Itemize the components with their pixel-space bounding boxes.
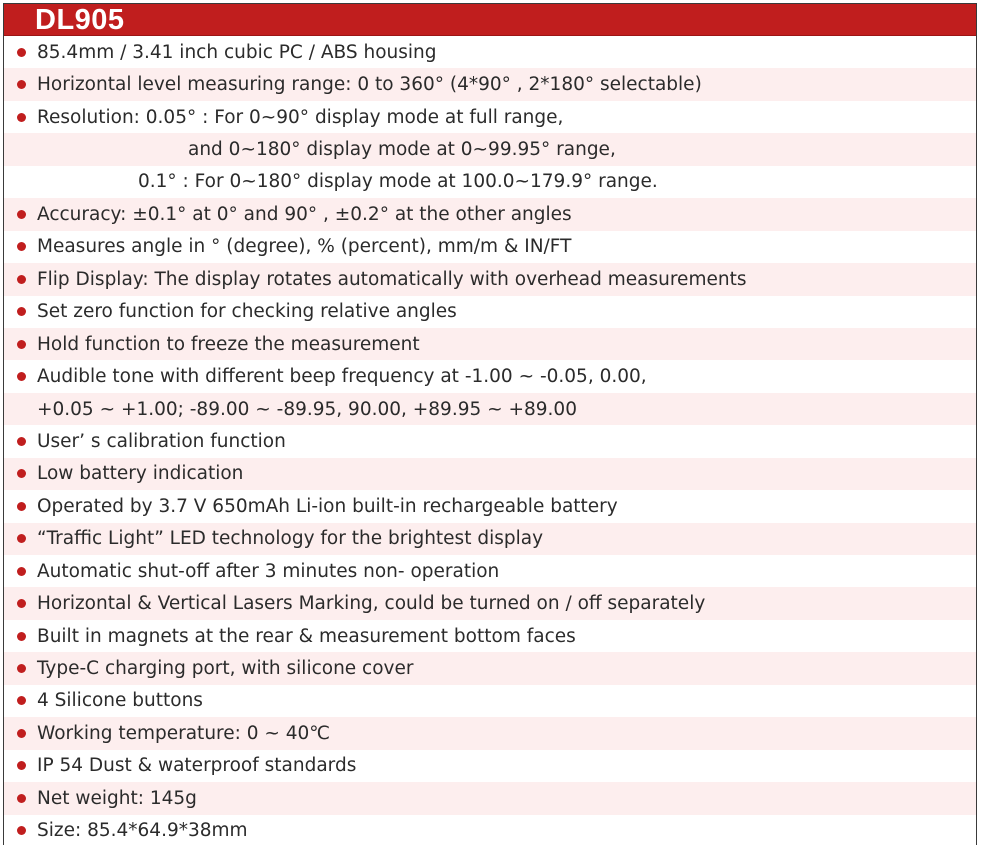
spec-row-magnets xyxy=(4,620,976,652)
spec-row-weight xyxy=(4,782,976,814)
bullet-icon xyxy=(17,696,26,705)
spec-row-resolution-cont-1 xyxy=(4,133,976,165)
spec-row-set-zero xyxy=(4,296,976,328)
spec-text: Resolution: 0.05° : For 0~90° display mode at full range, xyxy=(37,106,564,128)
bullet-icon xyxy=(17,502,26,511)
bullet-icon xyxy=(17,761,26,770)
spec-text: 4 Silicone buttons xyxy=(37,690,203,712)
spec-row-units xyxy=(4,231,976,263)
bullet-icon xyxy=(17,210,26,219)
spec-row-range xyxy=(4,68,976,100)
spec-text: and 0~180° display mode at 0~99.95° range, xyxy=(188,139,616,161)
spec-text: User’ s calibration function xyxy=(37,430,286,452)
bullet-icon xyxy=(17,469,26,478)
spec-text: Flip Display: The display rotates automatically with overhead measurements xyxy=(37,268,747,290)
spec-row-battery xyxy=(4,490,976,522)
spec-row-traffic-light xyxy=(4,523,976,555)
spec-text: Accuracy: ±0.1° at 0° and 90° , ±0.2° at the other angles xyxy=(37,203,572,225)
spec-row-lasers xyxy=(4,587,976,619)
bullet-icon xyxy=(17,340,26,349)
spec-text: Built in magnets at the rear & measurement bottom faces xyxy=(37,625,576,647)
header-bar xyxy=(4,4,976,36)
spec-row-auto-off xyxy=(4,555,976,587)
spec-row-accuracy xyxy=(4,198,976,230)
spec-row-temperature xyxy=(4,717,976,749)
bullet-icon xyxy=(17,599,26,608)
spec-row-housing xyxy=(4,36,976,68)
bullet-icon xyxy=(17,794,26,803)
spec-text: IP 54 Dust & waterproof standards xyxy=(37,755,357,777)
spec-text: “Traffic Light” LED technology for the brightest display xyxy=(37,528,544,550)
spec-row-buttons xyxy=(4,685,976,717)
spec-text: 85.4mm / 3.41 inch cubic PC / ABS housing xyxy=(37,41,437,63)
bullet-icon xyxy=(17,437,26,446)
bullet-icon xyxy=(17,307,26,316)
spec-sheet xyxy=(3,3,977,845)
spec-text: Working temperature: 0 ~ 40℃ xyxy=(37,722,331,744)
spec-row-calibration xyxy=(4,425,976,457)
product-title: DL905 xyxy=(35,3,125,36)
spec-text: Operated by 3.7 V 650mAh Li-ion built-in rechargeable battery xyxy=(37,495,618,517)
bullet-icon xyxy=(17,372,26,381)
spec-row-flip-display xyxy=(4,263,976,295)
spec-text: Hold function to freeze the measurement xyxy=(37,333,420,355)
spec-row-hold xyxy=(4,328,976,360)
spec-list xyxy=(4,36,976,847)
bullet-icon xyxy=(17,632,26,641)
spec-text: Set zero function for checking relative angles xyxy=(37,301,457,323)
spec-text: Audible tone with different beep frequency at -1.00 ~ -0.05, 0.00, xyxy=(37,366,647,388)
spec-text: Type-C charging port, with silicone cover xyxy=(37,658,414,680)
spec-text: Net weight: 145g xyxy=(37,787,197,809)
spec-row-resolution xyxy=(4,101,976,133)
spec-row-ip-rating xyxy=(4,750,976,782)
bullet-icon xyxy=(17,567,26,576)
spec-row-low-battery xyxy=(4,458,976,490)
spec-text: Measures angle in ° (degree), % (percent), mm/m & IN/FT xyxy=(37,236,572,258)
spec-row-size xyxy=(4,815,976,847)
bullet-icon xyxy=(17,729,26,738)
spec-row-audible-tone xyxy=(4,360,976,392)
spec-text: 0.1° : For 0~180° display mode at 100.0~179.9° range. xyxy=(138,171,658,193)
spec-text: Size: 85.4*64.9*38mm xyxy=(37,820,248,842)
spec-row-resolution-cont-2 xyxy=(4,166,976,198)
bullet-icon xyxy=(17,113,26,122)
spec-text: Horizontal & Vertical Lasers Marking, could be turned on / off separately xyxy=(37,593,706,615)
spec-text: Low battery indication xyxy=(37,463,244,485)
spec-text: Automatic shut-off after 3 minutes non- operation xyxy=(37,560,500,582)
bullet-icon xyxy=(17,80,26,89)
bullet-icon xyxy=(17,48,26,57)
spec-row-audible-tone-cont xyxy=(4,393,976,425)
bullet-icon xyxy=(17,242,26,251)
bullet-icon xyxy=(17,275,26,284)
bullet-icon xyxy=(17,534,26,543)
spec-row-charging-port xyxy=(4,652,976,684)
spec-text: +0.05 ~ +1.00; -89.00 ~ -89.95, 90.00, +89.95 ~ +89.00 xyxy=(37,398,577,420)
spec-text: Horizontal level measuring range: 0 to 360° (4*90° , 2*180° selectable) xyxy=(37,74,702,96)
bullet-icon xyxy=(17,826,26,835)
bullet-icon xyxy=(17,664,26,673)
